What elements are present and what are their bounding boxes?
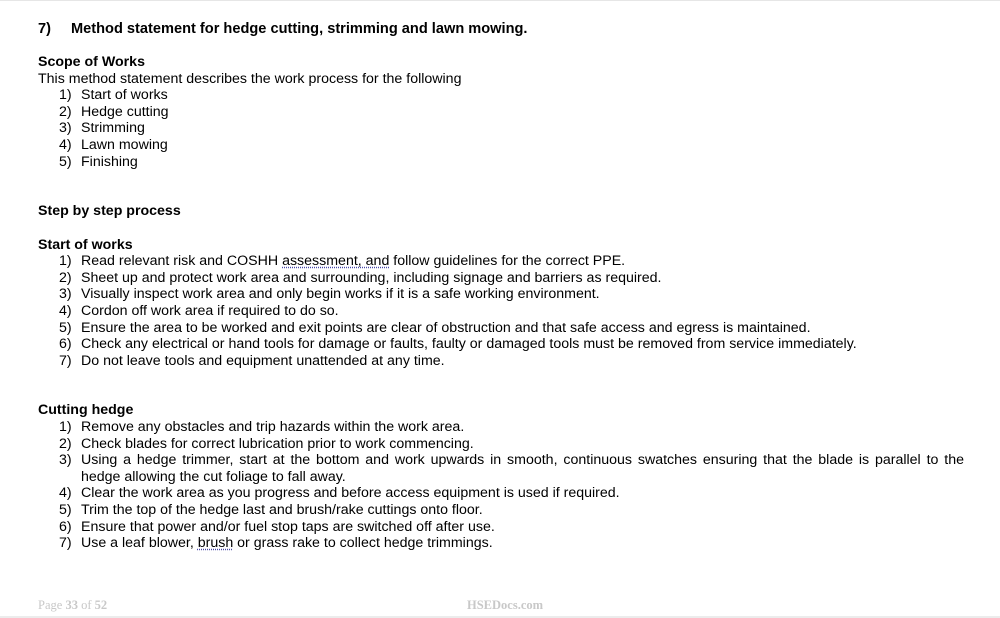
- spacer: [38, 170, 964, 203]
- page-total: 52: [94, 598, 108, 612]
- list-item-text: Check blades for correct lubrication prior to work commencing.: [81, 435, 474, 452]
- list-marker: 7): [59, 535, 72, 552]
- list-item: [38, 137, 964, 154]
- list-item: [38, 120, 964, 137]
- scope-heading: Scope of Works: [38, 54, 145, 70]
- of-word: of: [81, 598, 92, 612]
- list-marker: 5): [59, 319, 72, 336]
- list-marker: 2): [59, 269, 72, 286]
- list-item-text: Strimming: [81, 120, 145, 137]
- page-current: 33: [65, 598, 78, 612]
- list-marker: 4): [59, 485, 72, 502]
- footer-brand: HSEDocs.com: [467, 598, 544, 612]
- page-counter: [38, 598, 107, 613]
- list-item: [38, 452, 964, 485]
- list-marker: 4): [59, 136, 72, 153]
- list-item-text: Lawn mowing: [81, 136, 168, 153]
- list-marker: 1): [59, 87, 72, 104]
- list-item-text: Hedge cutting: [81, 103, 169, 120]
- list-marker: 5): [59, 153, 72, 170]
- document-body: [38, 20, 964, 552]
- list-marker: 4): [59, 302, 72, 319]
- list-marker: 1): [59, 419, 72, 436]
- spacer: [38, 220, 964, 237]
- list-item: [38, 436, 964, 453]
- list-marker: 5): [59, 502, 72, 519]
- list-item-text: Sheet up and protect work area and surrounding, including signage and barriers as required.: [81, 269, 662, 286]
- cutting-hedge-heading: Cutting hedge: [38, 402, 134, 419]
- list-item: [38, 286, 964, 303]
- scope-intro: This method statement describes the work process for the following: [38, 70, 462, 87]
- list-item: [38, 253, 964, 270]
- list-item: [38, 353, 964, 370]
- text-run: Read relevant risk and COSHH: [81, 253, 283, 270]
- list-item-text: Clear the work area as you progress and before access equipment is used if required.: [81, 485, 620, 502]
- list-marker: 3): [59, 120, 72, 137]
- section-heading: [38, 20, 964, 38]
- list-item-text: [81, 253, 964, 270]
- spacer: [38, 369, 964, 402]
- underlined-text: brush: [197, 535, 234, 552]
- list-marker: 2): [59, 103, 72, 120]
- list-item: [38, 502, 964, 519]
- text-run: Use a leaf blower,: [81, 535, 198, 552]
- text-run: or grass rake to collect hedge trimmings.: [233, 535, 493, 552]
- list-item: [38, 485, 964, 502]
- scope-list: [38, 87, 964, 170]
- start-of-works-list: [38, 253, 964, 369]
- list-item: [38, 535, 964, 552]
- list-marker: 6): [59, 336, 72, 353]
- list-item-text: Check any electrical or hand tools for damage or faults, faulty or damaged tools must be removed from service immediately.: [81, 336, 857, 353]
- list-item-text: Remove any obstacles and trip hazards within the work area.: [81, 419, 465, 436]
- page-footer: [0, 598, 1000, 616]
- list-item: [38, 154, 964, 171]
- list-item-text: Cordon off work area if required to do so.: [81, 302, 339, 319]
- list-item: [38, 519, 964, 536]
- list-item: [38, 303, 964, 320]
- list-item: [38, 270, 964, 287]
- page-top-edge: [0, 0, 1000, 1]
- section-title: Method statement for hedge cutting, strimming and lawn mowing.: [71, 21, 528, 37]
- list-item-text: Visually inspect work area and only begin works if it is a safe working environment.: [81, 286, 600, 303]
- underlined-text: assessment, and: [282, 253, 390, 270]
- list-item: [38, 87, 964, 104]
- list-marker: 1): [59, 253, 72, 270]
- list-item-text: Ensure that power and/or fuel stop taps are switched off after use.: [81, 518, 495, 535]
- list-marker: 3): [59, 286, 72, 303]
- page-word: Page: [38, 598, 63, 612]
- list-item-text: Ensure the area to be worked and exit points are clear of obstruction and that safe access and egress is maintained.: [81, 319, 811, 336]
- list-item-text: Using a hedge trimmer, start at the bottom and work upwards in smooth, continuous swatches ensuring that the blade is parallel to the hedge allowing the cut foliage to fall away.: [81, 452, 964, 485]
- list-item-text: Trim the top of the hedge last and brush/rake cuttings onto floor.: [81, 502, 483, 519]
- list-item: [38, 104, 964, 121]
- list-item: [38, 320, 964, 337]
- start-of-works-heading: Start of works: [38, 236, 133, 253]
- process-heading: Step by step process: [38, 203, 181, 220]
- list-item: [38, 419, 964, 436]
- list-item-text: Do not leave tools and equipment unattended at any time.: [81, 352, 445, 369]
- list-marker: 2): [59, 435, 72, 452]
- text-run: follow guidelines for the correct PPE.: [389, 253, 626, 270]
- cutting-hedge-list: [38, 419, 964, 552]
- list-marker: 6): [59, 518, 72, 535]
- section-number: 7): [38, 21, 51, 37]
- list-item-text: [81, 535, 964, 552]
- list-marker: 7): [59, 352, 72, 369]
- list-item-text: Start of works: [81, 87, 168, 104]
- list-item-text: Finishing: [81, 153, 138, 170]
- list-item: [38, 336, 964, 353]
- list-marker: 3): [59, 452, 72, 469]
